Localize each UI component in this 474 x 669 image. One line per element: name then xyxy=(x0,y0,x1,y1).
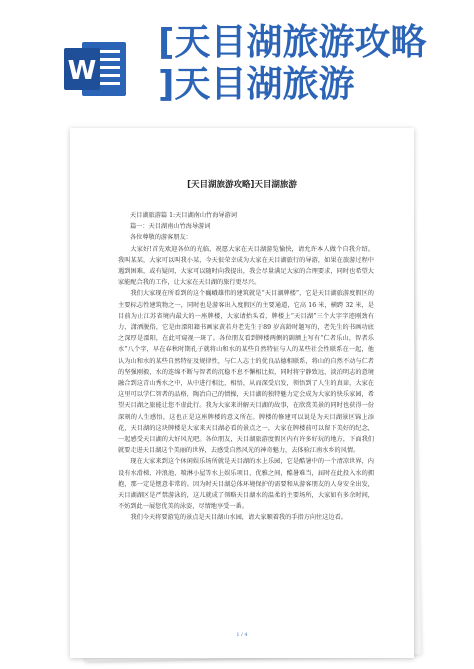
paragraph: 我们大家现在所看到的这个巍峨雄伟的建筑就是“天目湖牌楼”，它是天目湖旅游度假区的主要标志性建筑物之一，同时也是游客出入度假区的主要通道，它高 16 米，横跨 32 米，是目前为止江苏省境内最大的一座牌楼，大家请抬头看，牌楼上“天目湖”三个大字字迹刚劲有力，潇洒脱俗，它是由溧阳籍书画家黄若舟老先生于89 岁高龄时题写的，老先生的书画功底之深厚是溧阳，在此可窥视一斑了。各位朋友看到牌楼两侧的副额上写有“仁者乐山，智者乐水”八个字，早在春秋时期孔子就将山和水的某些自然特征与人的某些社会性联系在一起，他认为山和水的某些自然特征及规律性，与仁人志士的优良品德相联系，将山的自然不动与仁者的坚强刚毅，水的连绵不断与智者的沉稳不息不懈相比拟，同时将宁静致远，淡泊明志的意境融合到这青山秀水之中，从中进行相比，相悟，从而深受启发，领悟到了人生的真谛，大家在这里可以学仁智者的品格，陶冶自己的情操，天目湖的独特魅力定会成为大家的快乐家园，希望天目湖之旅能让您不虚此行。我为大家来讲解天目湖的故事，在欣赏美景的同时也获得一份深刻的人生感悟，这也正是这座牌楼的意义所在。牌楼的修建可以说是为天目湖景区锦上添花，天目湖的这块牌楼是大家来天目湖必看的景点之一，大家在牌楼前可以留下美好的纪念，一起感受天目湖的大好风光吧。各位朋友，天目湖旅游度假区内有许多好玩的地方，下面我们就要走进天目湖这个美丽的世界，去感受自然风光的神奇魅力，去体验江南水乡的风情。 xyxy=(118,290,374,455)
paragraph: 天目湖旅游篇 1:天目湖南山竹海导游词 xyxy=(130,212,237,219)
document-body xyxy=(118,210,374,524)
banner-title-line-2: ]天目湖旅游 xyxy=(158,64,355,105)
banner-title-line-1: [天目湖旅游攻略 xyxy=(158,22,427,63)
paragraph: 现在大家来到这个休闲娱乐场所就是天目湖的水上乐园，它是酷暑中的一个清凉世界，内设有水滑梯、冲浪池、喷淋小屋等水上娱乐项目，优雅之间，酷暑难当，届时在此投入水的拥抱，那一定是惬意非常的。因为时天目湖总体环境保护的需要和从游客朋友的人身安全出发，天目湖湖区是严禁游泳的，这儿就成了领略天目湖水的温柔的主要场所，大家如有多余时间，不妨到此一展您优美的泳姿，尽情地享受一番。 xyxy=(118,458,374,511)
word-icon-letter: W xyxy=(67,56,97,86)
paragraph: 各位尊敬的游客朋友： xyxy=(130,234,192,242)
banner-title xyxy=(158,22,468,106)
word-document-icon xyxy=(62,36,132,102)
document-page xyxy=(70,128,414,658)
paragraph: 大家好!首先欢迎各位的光临，祝愿大家在天目湖游览愉快，请允许本人做个自我介绍。我叫某某，大家可以叫我小某，今天很荣幸成为大家在天目湖旅行的导游，如果在旅游过程中遇到困难，或有疑问，大家可以随时向我提出，我会尽量满足大家的合理要求，同时也希望大家能配合我的工作，让大家在天目湖的旅行更尽兴。 xyxy=(118,245,374,287)
paragraph: 篇一：天目湖南山竹海导游词 xyxy=(130,223,211,231)
banner xyxy=(0,0,474,112)
document-title: [天目湖旅游攻略]天目湖旅游 xyxy=(187,180,297,190)
paragraph: 我们今天将要游览的景点是天目湖山水园，请大家顺着我的手指方向往这边看。 xyxy=(130,514,347,522)
page-number: 1 / 4 xyxy=(236,632,248,638)
